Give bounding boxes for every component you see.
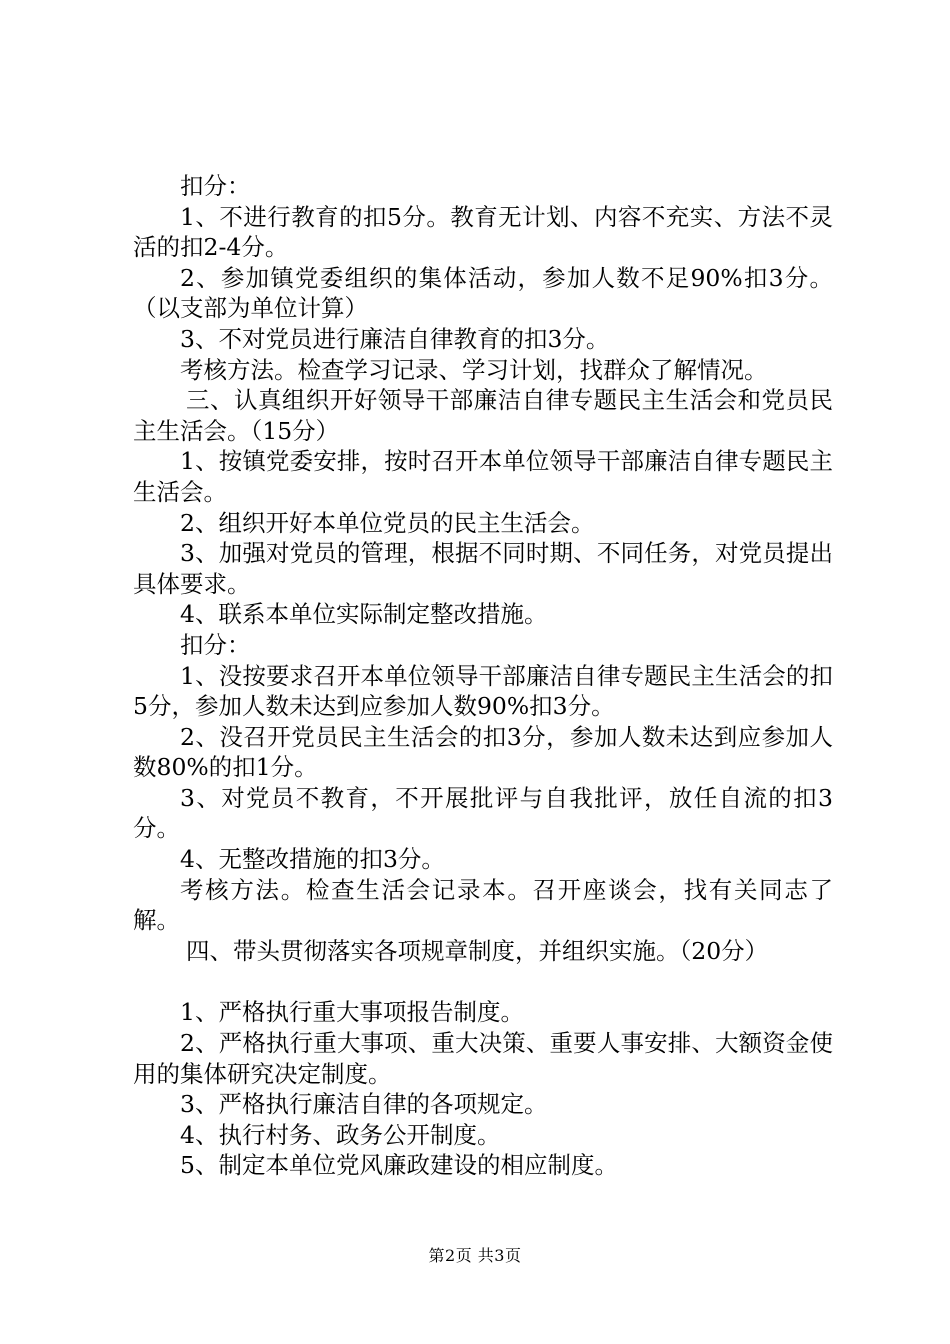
paragraph: 2、严格执行重大事项、重大决策、重要人事安排、大额资金使用的集体研究决定制度。 [133,1029,833,1088]
paragraph: 4、执行村务、政务公开制度。 [180,1120,501,1149]
paragraph: 2、没召开党员民主生活会的扣3分，参加人数未达到应参加人数80%的扣1分。 [133,722,833,782]
paragraph: 2、组织开好本单位党员的民主生活会。 [180,508,595,537]
paragraph: 扣分： [180,630,251,659]
paragraph: 3、不对党员进行廉洁自律教育的扣3分。 [180,324,610,353]
paragraph: 2、参加镇党委组织的集体活动，参加人数不足90%扣3分。（以支部为单位计算） [133,263,833,323]
paragraph: 5、制定本单位党风廉政建设的相应制度。 [180,1151,618,1180]
section-heading: 三、认真组织开好领导干部廉洁自律专题民主生活会和党员民主生活会。（15分） [133,386,833,445]
section-heading: 四、带头贯彻落实各项规章制度，并组织实施。（20分） [186,936,769,965]
paragraph: 扣分： [180,172,251,200]
paragraph: 3、严格执行廉洁自律的各项规定。 [180,1090,548,1119]
paragraph: 1、不进行教育的扣5分。教育无计划、内容不充实、方法不灵活的扣2-4分。 [133,202,833,262]
paragraph: 4、联系本单位实际制定整改措施。 [180,600,548,629]
paragraph: 1、严格执行重大事项报告制度。 [180,998,524,1027]
page-number-footer: 第2页 共3页 [428,1246,522,1265]
paragraph: 3、加强对党员的管理，根据不同时期、不同任务，对党员提出具体要求。 [133,539,833,598]
paragraph: 3、对党员不教育，不开展批评与自我批评，放任自流的扣3分。 [133,783,833,843]
paragraph: 1、没按要求召开本单位领导干部廉洁自律专题民主生活会的扣5分，参加人数未达到应参加人数90%扣3分。 [133,661,833,721]
paragraph: 1、按镇党委安排，按时召开本单位领导干部廉洁自律专题民主生活会。 [133,447,833,506]
paragraph: 考核方法。检查生活会记录本。召开座谈会，找有关同志了解。 [133,875,833,935]
paragraph: 4、无整改措施的扣3分。 [180,845,445,874]
paragraph: 考核方法。检查学习记录、学习计划，找群众了解情况。 [180,355,768,384]
document-body [133,171,833,1181]
